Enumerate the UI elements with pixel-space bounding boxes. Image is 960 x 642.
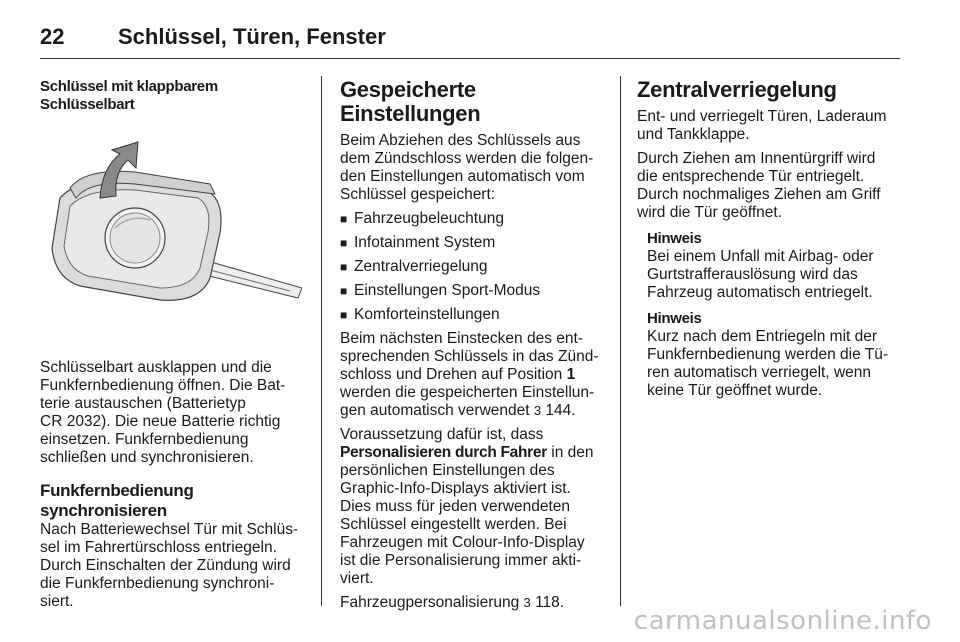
text-line: einsetzen. Funkfernbedienung (40, 431, 249, 448)
text-line: werden die gespeicherten Einstellun- (340, 384, 595, 401)
text-line: und Tankklappe. (637, 126, 750, 143)
text-line: Durch Einschalten der Zündung wird (40, 557, 291, 574)
text-line: sel im Fahrertürschloss entriegeln. (40, 539, 277, 556)
text-line: Schlüsselbart ausklappen und die (40, 359, 272, 376)
settings-list (340, 210, 608, 324)
text-line: Schlüssel gespeichert: (340, 186, 496, 203)
list-item-text: Fahrzeugbeleuchtung (354, 210, 504, 227)
text-line: sprechenden Schlüssels in das Zünd- (340, 348, 599, 365)
text-line: Kurz nach dem Entriegeln mit der (647, 328, 878, 345)
text-span: Fahrzeugpersonalisierung (340, 594, 524, 611)
text-line: Graphic-Info-Displays aktiviert ist. (340, 480, 571, 497)
text-line: siert. (40, 593, 74, 610)
list-item (340, 282, 608, 300)
text-line (340, 444, 608, 462)
column-divider (620, 76, 621, 606)
list-item-text: Zentralverriegelung (354, 258, 488, 275)
text-line: schließen und synchronisieren. (40, 449, 254, 466)
text-line: Durch nochmaliges Ziehen am Griff (637, 186, 881, 203)
text-line: Ent- und verriegelt Türen, Laderaum (637, 108, 887, 125)
text-line: terie austauschen (Batterietyp (40, 395, 246, 412)
column-right (637, 78, 905, 400)
column-middle (340, 78, 608, 612)
text-line: dem Zündschloss werden die folgen- (340, 150, 594, 167)
watermark: carmanualsonline.info (633, 606, 932, 636)
paragraph-sync (40, 521, 302, 611)
column-divider (321, 76, 322, 606)
menu-item-name: Personalisieren durch Fahrer (340, 444, 547, 461)
section-heading (40, 481, 302, 521)
text-span: in den (546, 444, 594, 461)
text-line (340, 594, 608, 612)
bullet-icon: ■ (340, 260, 348, 274)
note-box (647, 230, 905, 302)
paragraph-lock (637, 108, 905, 144)
page-ref-icon: 3 (523, 595, 531, 610)
text-line: persönlichen Einstellungen des (340, 462, 555, 479)
text-line: Funkfernbedienung werden die Tü- (647, 346, 888, 363)
text-line: die entsprechende Tür entriegelt. (637, 168, 865, 185)
list-item-text: Einstellungen Sport-Modus (354, 282, 541, 299)
heading-line: synchronisieren (40, 501, 167, 520)
paragraph-restore (340, 330, 608, 420)
text-line: ren automatisch verriegelt, wenn (647, 364, 872, 381)
section-subhead: Schlüssel mit klappbarem Schlüsselbart (40, 78, 218, 113)
text-line: Dies muss für jeden verwendeten (340, 498, 571, 515)
page-header (40, 18, 900, 59)
text-line: den Einstellungen automatisch vom (340, 168, 585, 185)
note-box (647, 310, 905, 400)
text-line: Fahrzeugen mit Colour-Info-Display (340, 534, 585, 551)
text-line: Gurtstrafferauslösung wird das (647, 266, 858, 283)
text-line: Schlüssel eingestellt werden. Bei (340, 516, 567, 533)
paragraph-intro (340, 132, 608, 204)
paragraph-battery (40, 359, 302, 467)
paragraph-requirement (340, 426, 608, 588)
text-line: Fahrzeug automatisch entriegelt. (647, 284, 873, 301)
text-span: gen automatisch verwendet (340, 402, 534, 419)
text-line: wird die Tür geöffnet. (637, 204, 783, 221)
note-title: Hinweis (647, 310, 702, 327)
key-battery-illustration (40, 128, 302, 338)
text-line: Voraussetzung dafür ist, dass (340, 426, 544, 443)
text-line: Beim Abziehen des Schlüssels aus (340, 132, 581, 149)
list-item (340, 234, 608, 252)
list-item-text: Infotainment System (354, 234, 496, 251)
heading-line: Funkfernbedienung (40, 481, 194, 500)
bullet-icon: ■ (340, 212, 348, 226)
text-span: schloss und Drehen auf Position (340, 366, 567, 383)
list-item (340, 210, 608, 228)
page-ref-icon: 3 (533, 403, 542, 418)
text-line: Beim nächsten Einstecken des ent- (340, 330, 583, 347)
paragraph-door-handle (637, 150, 905, 222)
text-line: Funkfernbedienung öffnen. Die Bat- (40, 377, 286, 394)
page-ref-link[interactable]: 144. (541, 402, 576, 419)
list-item (340, 306, 608, 324)
bullet-icon: ■ (340, 236, 348, 250)
position-value: 1 (566, 366, 575, 383)
text-line: die Funkfernbedienung synchroni- (40, 575, 275, 592)
bullet-icon: ■ (340, 308, 348, 322)
heading-line: Gespeicherte (340, 77, 476, 102)
section-heading: Zentralverriegelung (637, 77, 837, 102)
text-line: viert. (340, 570, 374, 587)
text-line: Bei einem Unfall mit Airbag- oder (647, 248, 874, 265)
note-title: Hinweis (647, 230, 702, 247)
bullet-icon: ■ (340, 284, 348, 298)
heading-line: Einstellungen (340, 101, 481, 126)
page-number: 22 (40, 24, 65, 49)
page-ref-link[interactable]: 118. (530, 594, 565, 611)
page-title: Schlüssel, Türen, Fenster (118, 24, 386, 49)
text-line (340, 402, 608, 420)
list-item (340, 258, 608, 276)
text-line: ist die Personalisierung immer akti- (340, 552, 582, 569)
text-line: CR 2032). Die neue Batterie richtig (40, 413, 281, 430)
list-item-text: Komforteinstellungen (354, 306, 500, 323)
text-line (340, 366, 608, 384)
column-left (40, 78, 302, 611)
text-line: keine Tür geöffnet wurde. (647, 382, 823, 399)
section-heading (340, 78, 608, 126)
text-line: Durch Ziehen am Innentürgriff wird (637, 150, 876, 167)
text-line: Nach Batteriewechsel Tür mit Schlüs- (40, 521, 299, 538)
